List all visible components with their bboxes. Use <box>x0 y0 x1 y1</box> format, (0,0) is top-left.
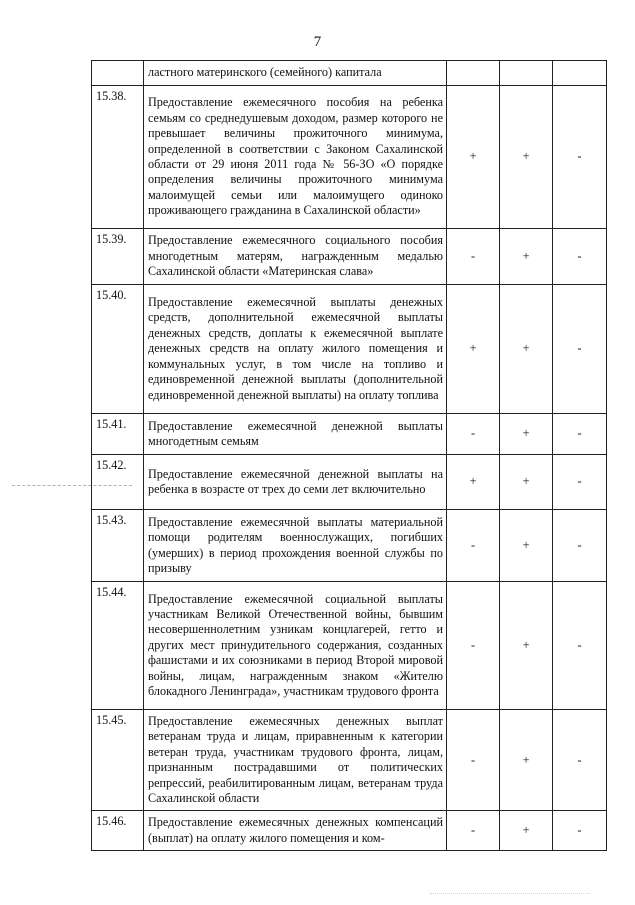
table-row <box>92 61 607 86</box>
row-mark-col2: + <box>500 285 553 414</box>
table-row <box>92 710 607 811</box>
row-mark-col1: + <box>447 455 500 510</box>
row-mark-col3: - <box>553 229 607 285</box>
page-number: 7 <box>313 34 322 50</box>
row-number: 15.43. <box>92 510 144 582</box>
row-description: Предоставление ежемесячной выплаты денежных средств, дополнительной ежемесячной выплаты денежных средств, доплаты к ежемесячной выплате денежных средств на оплату жилого помещения и коммунальных услуг, в том числе на топливо и единовременной денежной выплаты (дополнительной единовременной денежной выплаты) на оплату топлива <box>144 285 447 414</box>
scan-artifact-bottom <box>430 893 590 894</box>
row-mark-col1: - <box>447 582 500 710</box>
table-row <box>92 229 607 285</box>
row-mark-col1: - <box>447 811 500 851</box>
row-number <box>92 61 144 86</box>
row-number: 15.39. <box>92 229 144 285</box>
row-mark-col3 <box>553 61 607 86</box>
row-description: Предоставление ежемесячного пособия на ребенка семьям со среднедушевым доходом, размер которого не превышает величины прожиточного минимума, определенной в соответствии с Законом Сахалинской области от 29 июня 2011 года № 56-ЗО «О порядке определения величины прожиточного минимума малоимущей семьи или малоимущего одиноко проживающего гражданина в Сахалинской области» <box>144 86 447 229</box>
row-mark-col3: - <box>553 414 607 455</box>
row-number: 15.46. <box>92 811 144 851</box>
table-row <box>92 582 607 710</box>
row-mark-col2: + <box>500 455 553 510</box>
row-mark-col2: + <box>500 229 553 285</box>
row-mark-col1: - <box>447 414 500 455</box>
row-number: 15.42. <box>92 455 144 510</box>
services-table <box>91 60 607 851</box>
row-description: Предоставление ежемесячной выплаты материальной помощи родителям военнослужащих, погибших (умерших) в период прохождения военной службы по призыву <box>144 510 447 582</box>
row-number: 15.41. <box>92 414 144 455</box>
row-number: 15.45. <box>92 710 144 811</box>
row-mark-col1: - <box>447 710 500 811</box>
row-mark-col2: + <box>500 811 553 851</box>
row-description: Предоставление ежемесячного социального пособия многодетным матерям, награжденным медалью Сахалинской области «Материнская слава» <box>144 229 447 285</box>
row-mark-col2: + <box>500 414 553 455</box>
row-description: Предоставление ежемесячной социальной выплаты участникам Великой Отечественной войны, бывшим несовершеннолетним узникам концлагерей, гетто и других мест принудительного содержания, созданных фашистами и их союзниками в период Второй мировой войны, лицам, награжденным знаком «Жителю блокадного Ленинграда», участникам трудового фронта <box>144 582 447 710</box>
table-row <box>92 285 607 414</box>
row-mark-col2: + <box>500 582 553 710</box>
row-mark-col2: + <box>500 86 553 229</box>
table-row <box>92 455 607 510</box>
row-description: Предоставление ежемесячных денежных выплат ветеранам труда и лицам, приравненным к категории ветеран труда, участникам трудового фронта, лицам, признанным пострадавшими от политических репрессий, реабилитированным лицам, ветеранам труда Сахалинской области <box>144 710 447 811</box>
row-number: 15.44. <box>92 582 144 710</box>
row-mark-col3: - <box>553 285 607 414</box>
row-mark-col2 <box>500 61 553 86</box>
row-mark-col1 <box>447 61 500 86</box>
row-mark-col3: - <box>553 811 607 851</box>
row-mark-col1: - <box>447 510 500 582</box>
row-mark-col2: + <box>500 710 553 811</box>
row-mark-col1: + <box>447 285 500 414</box>
row-description: ластного материнского (семейного) капитала <box>144 61 447 86</box>
table-row <box>92 811 607 851</box>
row-mark-col3: - <box>553 455 607 510</box>
row-mark-col1: - <box>447 229 500 285</box>
row-mark-col3: - <box>553 86 607 229</box>
row-description: Предоставление ежемесячной денежной выплаты многодетным семьям <box>144 414 447 455</box>
row-mark-col2: + <box>500 510 553 582</box>
row-mark-col3: - <box>553 582 607 710</box>
row-description: Предоставление ежемесячных денежных компенсаций (выплат) на оплату жилого помещения и ком- <box>144 811 447 851</box>
table-row <box>92 414 607 455</box>
table-row <box>92 510 607 582</box>
table-row <box>92 86 607 229</box>
row-number: 15.38. <box>92 86 144 229</box>
row-mark-col1: + <box>447 86 500 229</box>
row-number: 15.40. <box>92 285 144 414</box>
row-description: Предоставление ежемесячной денежной выплаты на ребенка в возрасте от трех до семи лет включительно <box>144 455 447 510</box>
row-mark-col3: - <box>553 710 607 811</box>
row-mark-col3: - <box>553 510 607 582</box>
